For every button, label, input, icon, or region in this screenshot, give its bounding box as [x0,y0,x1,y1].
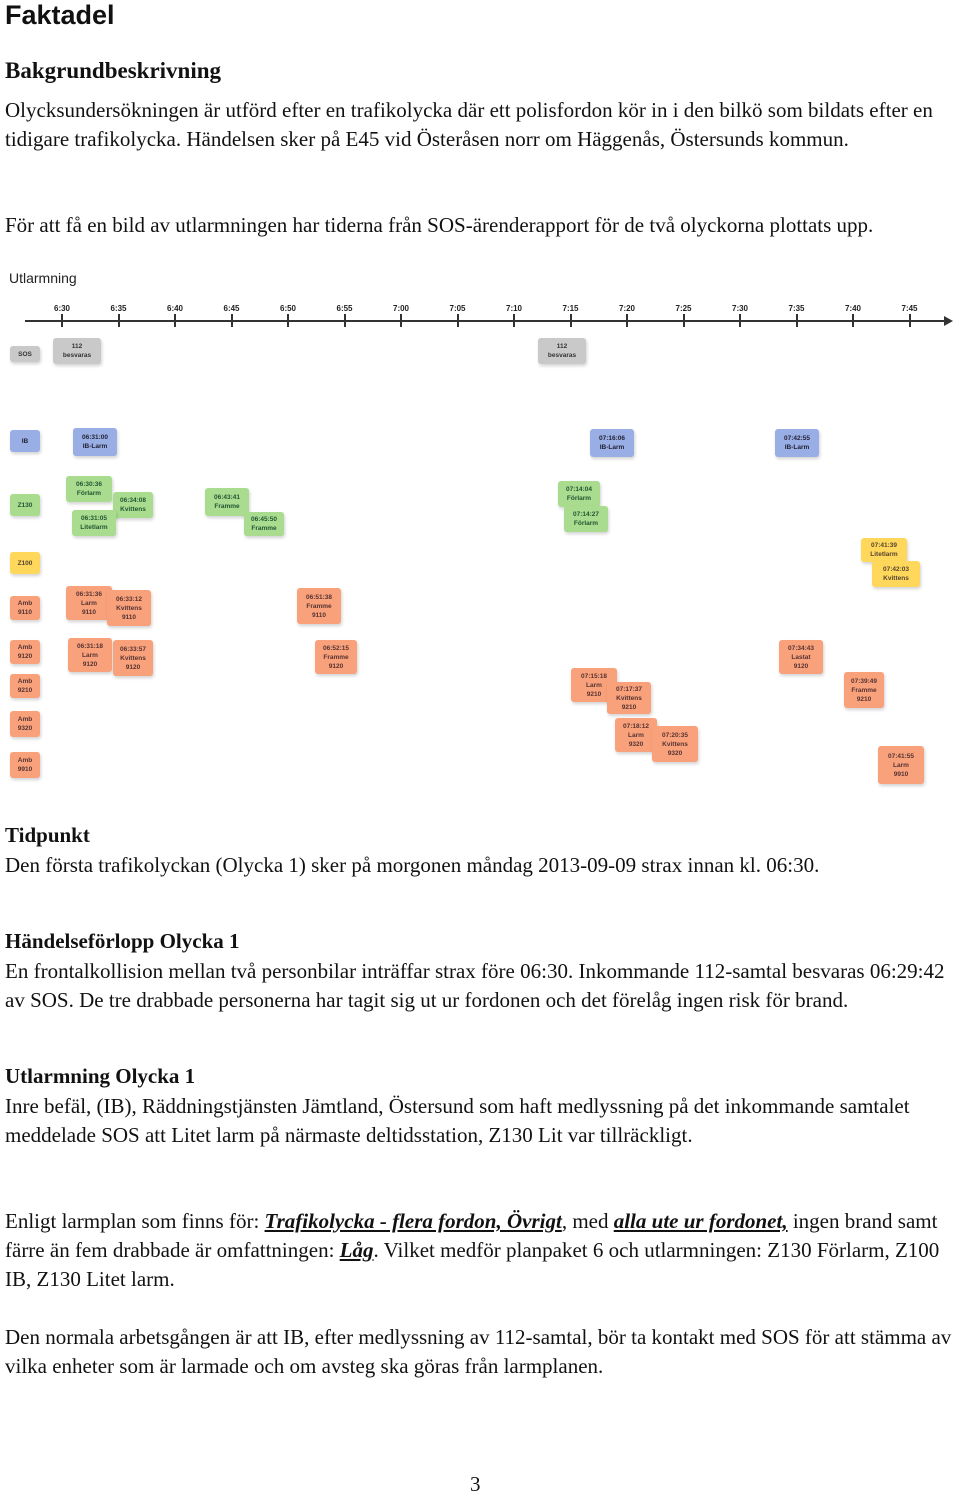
tick-mark [61,314,63,327]
timeline-event-box: 06:34:08 Kvittens [113,492,153,518]
tick-label: 7:00 [392,304,410,313]
tick-label: 6:35 [110,304,127,313]
larmplan-condition: alla ute ur fordonet, [613,1209,788,1233]
timeline-event-box: 06:31:00 IB-Larm [73,428,117,456]
tick-label: 7:45 [901,304,918,313]
section-title-bakgrund: Bakgrundbeskrivning [5,58,222,83]
timeline-event-box: Amb 9910 [10,752,40,778]
bakgrund-paragraph-2: För att få en bild av utlarmningen har tiderna från SOS-ärenderapport för de två olyckorna plottats upp. [5,213,874,237]
timeline-event-box: IB [10,430,40,452]
timeline-event-box: 07:39:49 Framme 9210 [844,672,884,708]
tick-label: 7:30 [731,304,749,313]
timeline-event-box: Amb 9210 [10,674,40,698]
tick-label: 7:10 [505,304,523,313]
timeline-event-box: 06:43:41 Framme [205,488,249,516]
section-title-utlarmning: Utlarmning Olycka 1 [5,1064,196,1088]
tick-label: 7:35 [788,304,805,313]
timeline-event-box: 06:30:36 Förlarm [66,476,112,502]
larmplan-text-3: . Vilket medför planpaket 6 och utlarmningen: Z130 Förlarm, Z100 IB, Z130 Litet larm. [5,1238,940,1291]
timeline-event-box: 07:14:04 Förlarm [558,481,600,507]
larmplan-type: Trafikolycka - flera fordon, Övrigt [264,1209,562,1233]
timeline-event-box: Z100 [10,552,40,574]
tick-mark [683,314,685,327]
timeline-event-box: 07:41:39 Litetlarm [861,538,907,562]
utlarmning-timeline-figure [0,268,960,793]
larmplan-text: , med [561,1209,614,1233]
utlarmning-paragraph-3: Den normala arbetsgången är att IB, efter medlyssning av 112-samtal, bör ta kontakt med SOS för att stämma av vilka enheter som är larmade och om avsteg ska göras från larmplanen. [5,1325,952,1378]
timeline-arrow-icon [944,316,953,326]
tick-mark [457,314,459,327]
tick-mark [231,314,233,327]
figure-title: Utlarmning [9,270,77,286]
timeline-event-box: 06:31:05 Litetlarm [72,510,116,536]
timeline-event-box: Amb 9320 [10,711,40,737]
tick-mark [796,314,798,327]
larmplan-text-2: ingen brand samt färre än fem drabbade är omfattningen: [5,1209,938,1262]
tick-label: 6:50 [279,304,297,313]
timeline-event-box: 07:20:35 Kvittens 9320 [652,726,698,762]
tick-mark [570,314,572,327]
tick-label: 6:30 [53,304,71,313]
timeline-event-box: 07:42:03 Kvittens [872,561,920,587]
timeline-event-box: 07:42:55 IB-Larm [775,429,819,457]
tick-label: 6:40 [166,304,184,313]
timeline-event-box: 07:14:27 Förlarm [564,506,608,532]
section-title-tidpunkt: Tidpunkt [5,823,90,847]
timeline-event-box: 06:33:57 Kvittens 9120 [113,640,153,676]
page-heading: Faktadel [5,0,115,30]
timeline-event-box: SOS [10,346,40,362]
tick-mark [626,314,628,327]
tick-label: 7:15 [562,304,579,313]
timeline-event-box: 112 besvaras [53,338,101,364]
timeline-event-box: 06:31:36 Larm 9110 [66,586,112,620]
page-number: 3 [470,1472,481,1496]
timeline-event-box: 07:34:43 Lastat 9120 [779,640,823,674]
tick-mark [513,314,515,327]
timeline-event-box: 07:17:37 Kvittens 9210 [607,682,651,714]
utlarmning-paragraph-2 [5,1207,957,1294]
timeline-event-box: 07:41:55 Larm 9910 [878,746,924,784]
timeline-event-box: 06:33:12 Kvittens 9110 [107,590,151,626]
tick-label: 7:20 [618,304,636,313]
timeline-axis [25,320,950,322]
timeline-event-box: Amb 9120 [10,640,40,664]
tick-mark [118,314,120,327]
timeline-event-box: 06:31:18 Larm 9120 [68,638,112,672]
tick-label: 7:40 [844,304,862,313]
larmplan-intro: Enligt larmplan som finns för: [5,1209,265,1233]
bakgrund-paragraph-1: Olycksundersökningen är utförd efter en trafikolycka där ett polisfordon kör in i den bilkö som bildats efter en tidigare trafikolycka. Händelsen sker på E45 vid Österåsen norr om Häggenås, Östersunds kommun. [5,98,933,151]
tick-label: 7:05 [449,304,466,313]
timeline-event-box: 06:52:15 Framme 9120 [315,640,357,674]
tick-mark [400,314,402,327]
timeline-event-box: 06:51:38 Framme 9110 [297,588,341,624]
timeline-event-box: 06:45:50 Framme [244,512,284,536]
tick-label: 6:55 [336,304,353,313]
tick-mark [344,314,346,327]
tick-mark [174,314,176,327]
tick-mark [287,314,289,327]
timeline-event-box: Z130 [10,494,40,516]
timeline-event-box: 112 besvaras [538,338,586,364]
timeline-event-box: 07:16:06 IB-Larm [590,429,634,457]
tidpunkt-paragraph: Den första trafikolyckan (Olycka 1) sker på morgonen måndag 2013-09-09 strax innan kl. 06:30. [5,853,820,877]
timeline-event-box: 07:15:18 Larm 9210 [571,668,617,702]
section-title-handelseforlopp: Händelseförlopp Olycka 1 [5,929,240,953]
tick-label: 6:45 [223,304,240,313]
tick-mark [909,314,911,327]
larmplan-omfattning: Låg [339,1238,374,1262]
utlarmning-paragraph-1: Inre befäl, (IB), Räddningstjänsten Jämtland, Östersund som haft medlyssning på det inkommande samtalet meddelade SOS att Litet larm på närmaste deltidsstation, Z130 Lit var tillräckligt. [5,1094,910,1147]
timeline-event-box: Amb 9110 [10,596,40,620]
tick-label: 7:25 [675,304,692,313]
tick-mark [739,314,741,327]
tick-mark [852,314,854,327]
handelseforlopp-paragraph: En frontalkollision mellan två personbilar inträffar strax före 06:30. Inkommande 112-samtal besvaras 06:29:42 av SOS. De tre drabbade personerna har tagit sig ut ur fordonen och det förelåg ingen risk för brand. [5,959,945,1012]
timeline-event-box: 07:18:12 Larm 9320 [615,718,657,752]
